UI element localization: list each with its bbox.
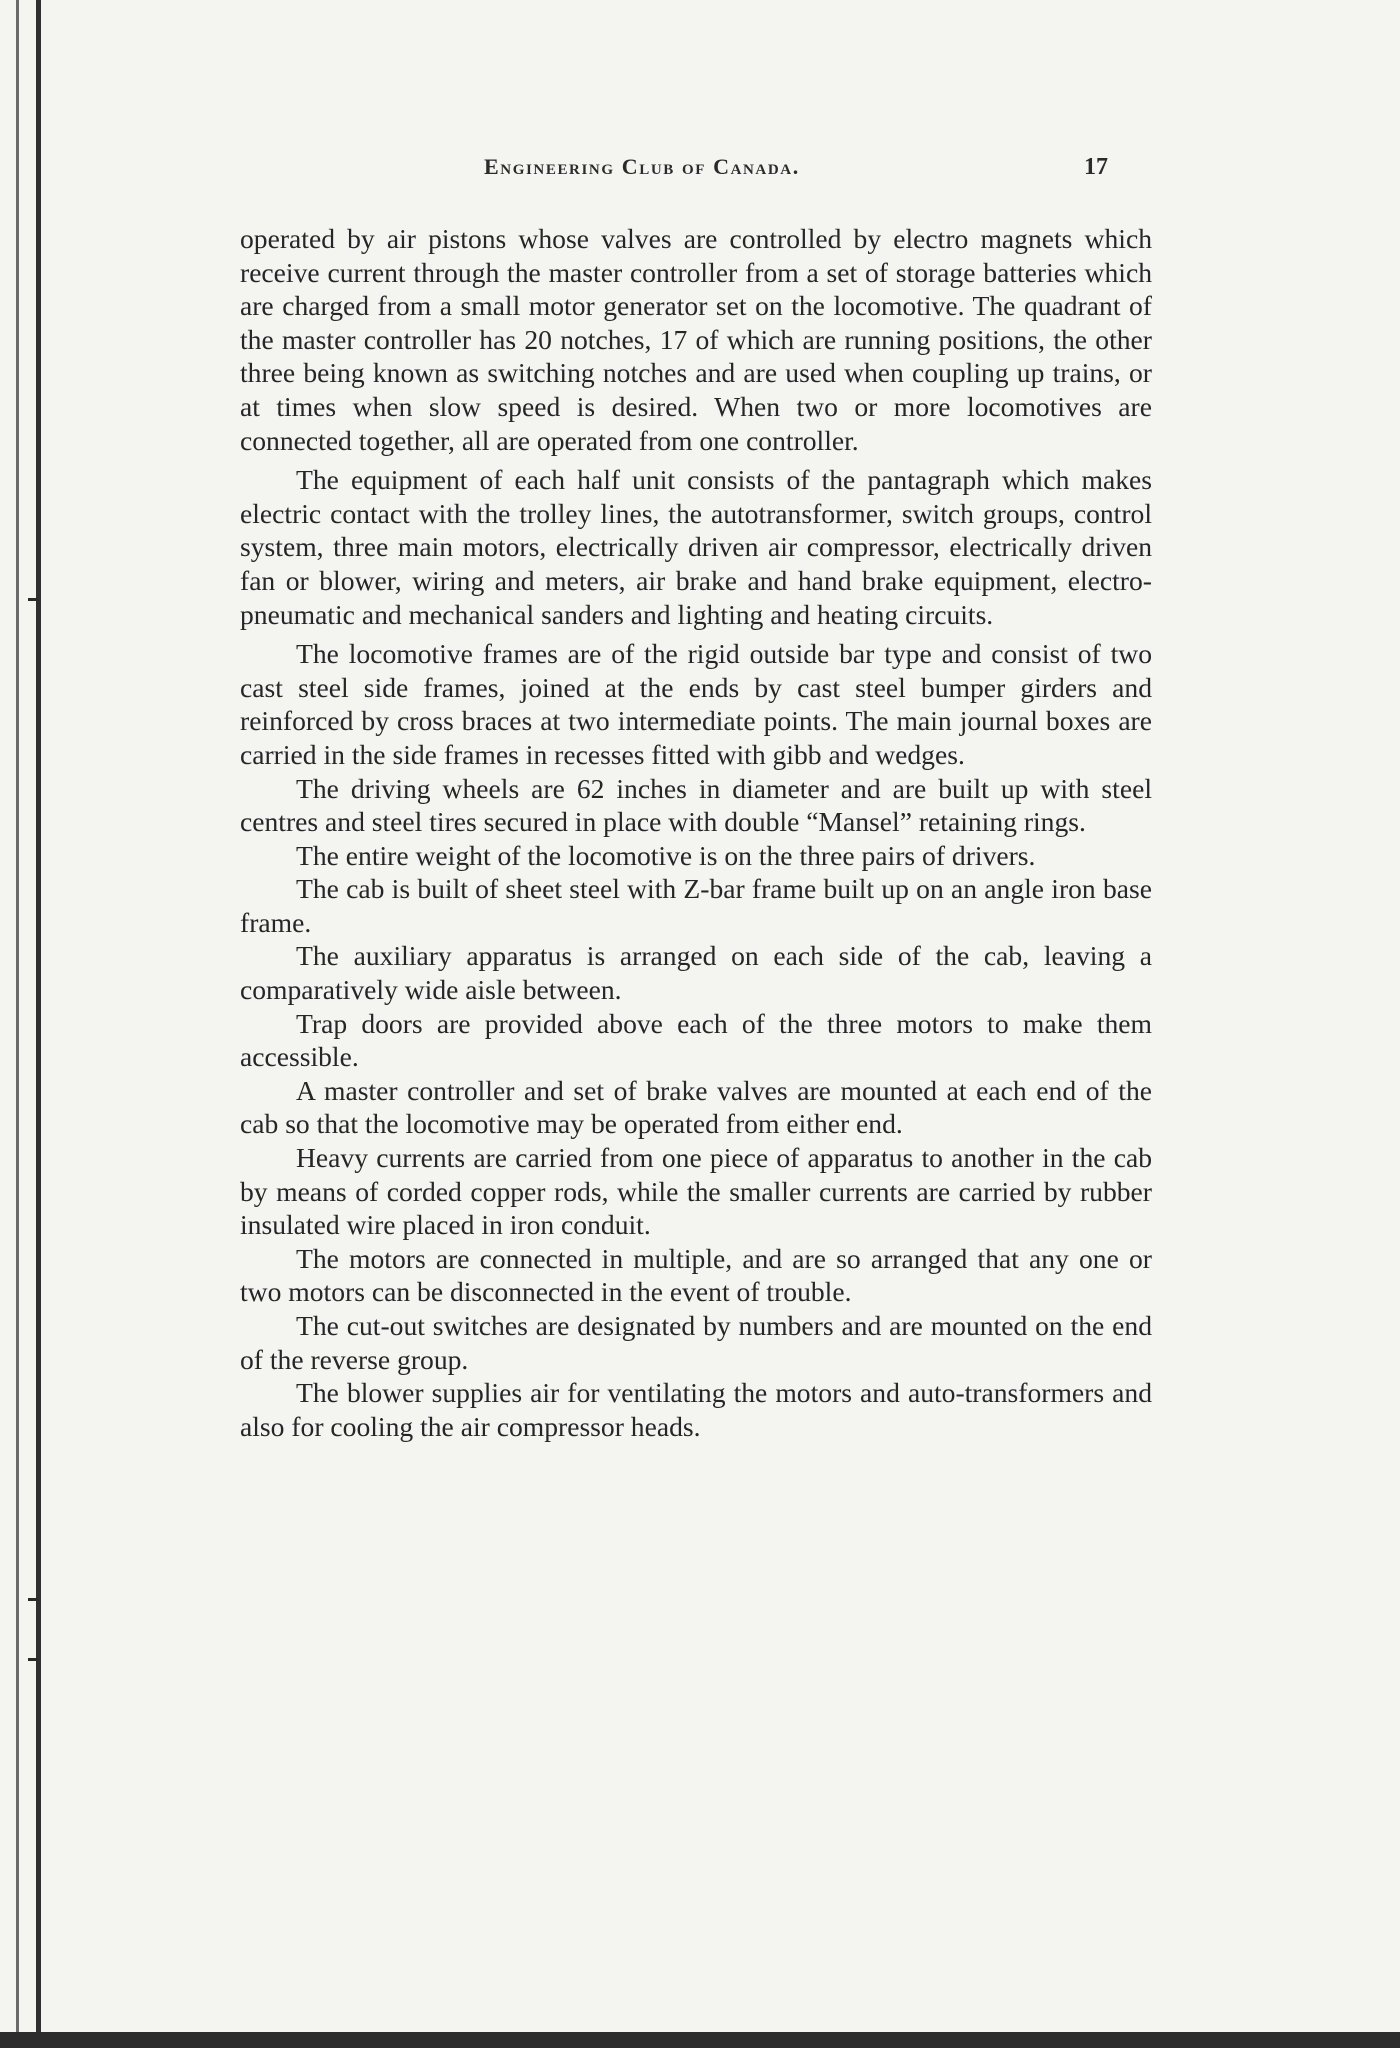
paragraph: A master controller and set of brake valves are mounted at each end of the cab so that the locomotive may be operated from either end. [240,1074,1152,1140]
page-left-edge [36,0,41,2048]
binding-mark [28,1658,38,1661]
body-text [240,222,1152,1443]
page-bottom-edge [0,2032,1400,2048]
paragraph: Heavy currents are carried from one piece of apparatus to another in the cab by means of corded copper rods, while the smaller currents are carried by rubber insulated wire placed in iron conduit. [240,1142,1152,1241]
paragraph: The equipment of each half unit consists of the pantagraph which makes electric contact with the trolley lines, the autotransformer, switch groups, control system, three main motors, electrically driven air compressor, electrically driven fan or blower, wiring and meters, air brake and hand brake equipment, electro-pneumatic and mechanical sanders and lighting and heating circuits. [240,464,1152,630]
page-number: 17 [1084,154,1108,180]
paragraph: The entire weight of the locomotive is on the three pairs of drivers. [296,839,1036,871]
binding-mark [28,1598,38,1601]
paragraph: The auxiliary apparatus is arranged on each side of the cab, leaving a comparatively wide aisle between. [240,940,1152,1006]
paragraph: The driving wheels are 62 inches in diameter and are built up with steel centres and steel tires secured in place with double “Mansel” retaining rings. [240,772,1152,838]
paragraph: The blower supplies air for ventilating the motors and auto-transformers and also for cooling the air compressor heads. [240,1377,1152,1442]
paragraph: The motors are connected in multiple, and are so arranged that any one or two motors can be disconnected in the event of trouble. [240,1242,1152,1308]
paragraph: The cab is built of sheet steel with Z-bar frame built up on an angle iron base frame. [240,873,1152,938]
paragraph: The cut-out switches are designated by numbers and are mounted on the end of the reverse group. [240,1310,1152,1375]
running-title: Engineering Club of Canada. [484,154,800,179]
paragraph: The locomotive frames are of the rigid outside bar type and consist of two cast steel side frames, joined at the ends by cast steel bumper girders and reinforced by cross braces at two intermediate points. The main journal boxes are carried in the side frames in recesses fitted with gibb and wedges. [240,638,1152,770]
paragraph: operated by air pistons whose valves are controlled by electro magnets which receive current through the master controller from a set of storage batteries which are charged from a small motor generator set on the locomotive. The quadrant of the master controller has 20 notches, 17 of which are running positions, the other three being known as switching notches and are used when coupling up trains, or at times when slow speed is desired. When two or more locomotives are connected together, all are operated from one controller. [240,223,1152,456]
binding-mark [28,598,38,601]
page-right-margin [1380,0,1400,2048]
page-header [240,154,1150,190]
binding-shadow [16,0,19,2048]
paragraph: Trap doors are provided above each of the three motors to make them accessible. [240,1007,1152,1073]
